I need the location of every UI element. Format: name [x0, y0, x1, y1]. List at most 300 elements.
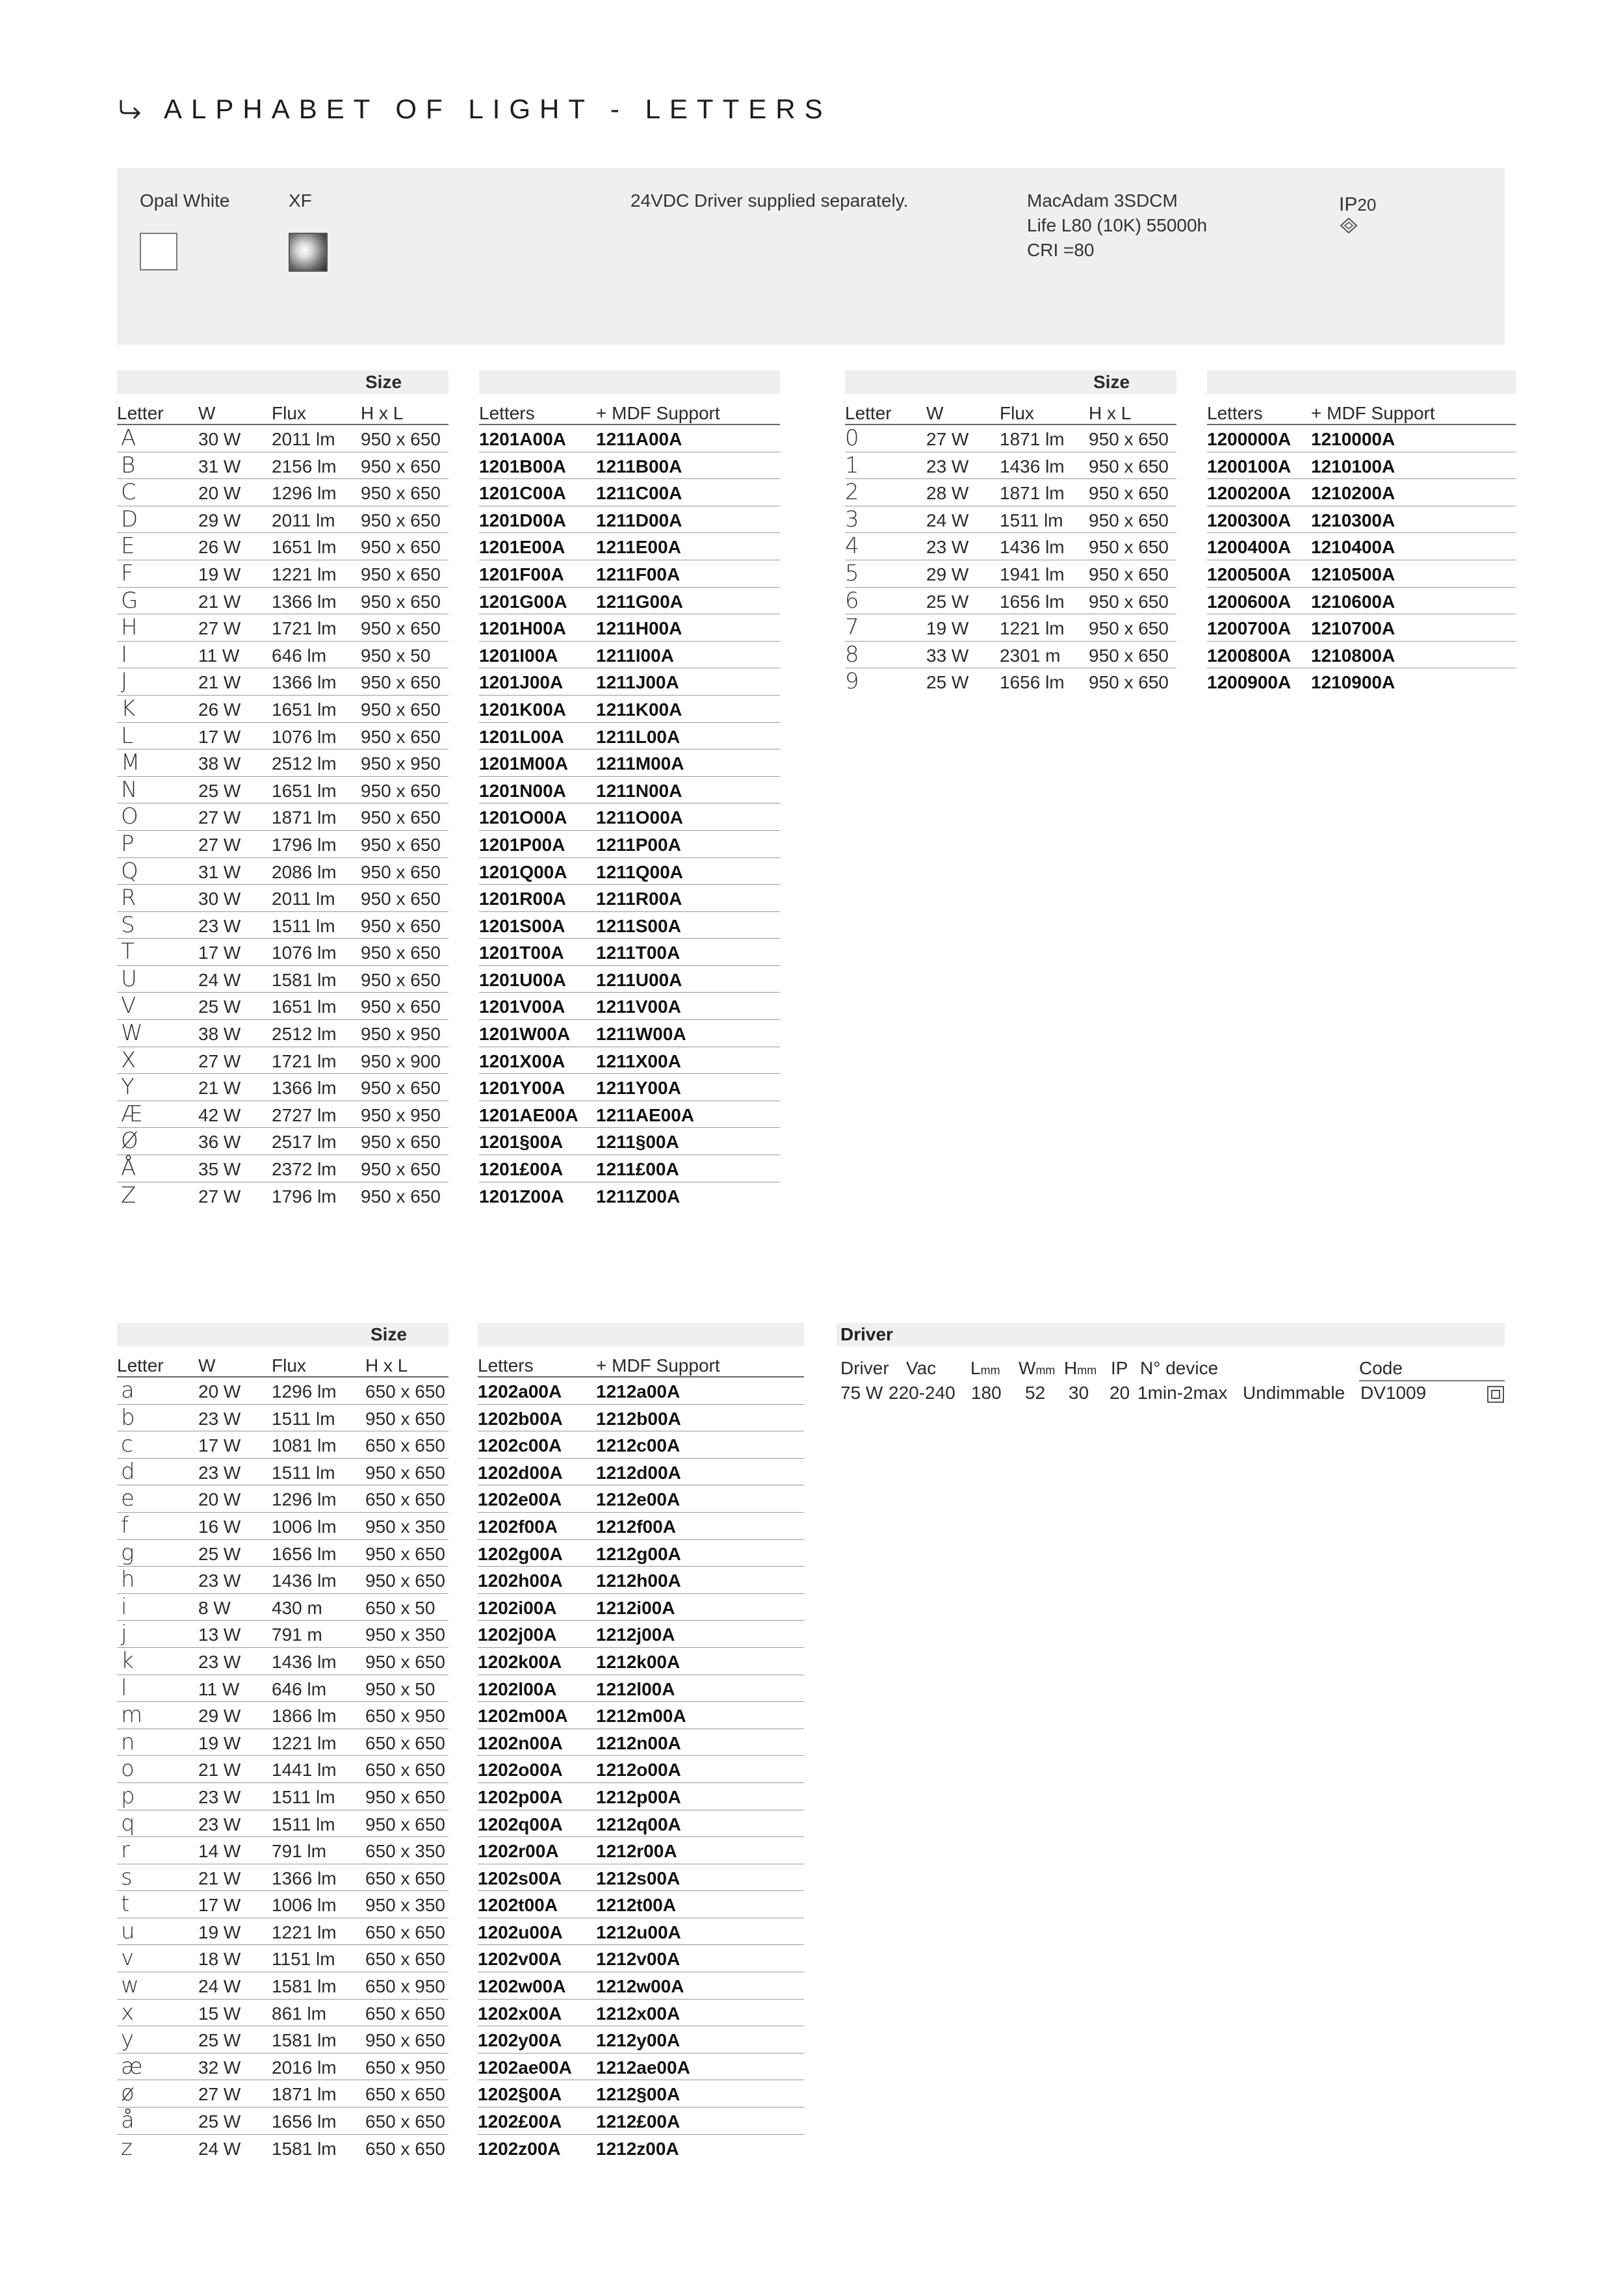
code-cell: 1200400A	[1207, 537, 1292, 558]
letter-glyph: I	[121, 641, 128, 668]
table-row	[845, 479, 1516, 506]
table-row	[117, 1594, 804, 1621]
watt-cell: 27 W	[198, 807, 241, 828]
size-col-header: H x L	[361, 403, 404, 423]
watt-cell: 38 W	[198, 1024, 241, 1045]
flux-cell: 1651 lm	[272, 780, 337, 801]
lowercase-table	[117, 1323, 804, 2161]
size-cell: 950 x 950	[361, 1104, 441, 1125]
letter-glyph: l	[121, 1675, 127, 1701]
size-cell: 650 x 950	[365, 1706, 445, 1727]
mdf-code-cell: 1212d00A	[596, 1462, 681, 1483]
flux-cell: 1656 lm	[272, 2111, 337, 2132]
table-row	[117, 1074, 780, 1101]
size-cell: 950 x 650	[361, 861, 441, 882]
flux-cell: 1511 lm	[272, 1462, 335, 1483]
flux-cell: 2301 m	[1000, 645, 1061, 666]
watt-cell: 35 W	[198, 1159, 241, 1180]
watt-cell: 17 W	[198, 1435, 241, 1456]
watt-cell: 32 W	[198, 2057, 241, 2078]
watt-cell: 23 W	[198, 915, 241, 936]
letters-col-header: Letters	[478, 1355, 534, 1376]
size-cell: 650 x 650	[365, 1922, 445, 1942]
table-row	[117, 1972, 804, 2000]
vac-col-header: Vac	[906, 1358, 937, 1378]
flux-cell: 1721 lm	[272, 618, 337, 639]
flux-col-header: Flux	[272, 1355, 306, 1376]
table-row	[117, 1020, 780, 1047]
mdf-code-cell: 1211R00A	[596, 889, 682, 909]
code-cell: 1202k00A	[478, 1651, 562, 1672]
mdf-code-cell: 1210000A	[1311, 429, 1396, 449]
code-cell: 1202t00A	[478, 1895, 558, 1916]
watt-cell: 31 W	[198, 456, 241, 476]
size-cell: 950 x 650	[365, 1814, 445, 1834]
flux-cell: 2011 lm	[272, 429, 335, 449]
watt-cell: 19 W	[198, 1922, 241, 1942]
size-cell: 950 x 950	[361, 753, 441, 774]
mdf-code-cell: 1212x00A	[596, 2003, 681, 2024]
watt-cell: 24 W	[926, 510, 969, 530]
code-cell: 1201H00A	[479, 618, 566, 639]
table-row	[117, 1891, 804, 1918]
numbers-table	[845, 371, 1516, 696]
table-row	[117, 1729, 804, 1756]
code-bar	[478, 1323, 804, 1346]
flux-cell: 861 lm	[272, 2003, 327, 2024]
watt-cell: 20 W	[198, 1381, 241, 1402]
size-cell: 950 x 650	[361, 429, 441, 449]
watt-cell: 15 W	[198, 2003, 241, 2024]
mdf-code-cell: 1211O00A	[596, 807, 683, 828]
watt-cell: 25 W	[926, 591, 969, 612]
table-row	[117, 1864, 804, 1892]
letter-glyph: q	[121, 1810, 135, 1836]
mdf-code-cell: 1211§00A	[596, 1132, 679, 1153]
letter-glyph: W	[121, 1020, 143, 1047]
code-cell: 1202y00A	[478, 2030, 562, 2051]
watt-cell: 20 W	[198, 1489, 241, 1510]
watt-cell: 17 W	[198, 726, 241, 747]
watt-cell: 25 W	[926, 672, 969, 693]
letter-glyph: 8	[845, 641, 859, 668]
table-row	[117, 885, 780, 912]
size-cell: 650 x 650	[365, 2138, 445, 2159]
size-cell: 950 x 650	[1089, 429, 1169, 449]
size-cell: 950 x 350	[365, 1516, 445, 1537]
spec-panel	[117, 168, 1505, 345]
watt-cell: 27 W	[198, 834, 241, 855]
size-cell: 650 x 650	[365, 1435, 445, 1456]
mdf-code-cell: 1211£00A	[596, 1159, 679, 1180]
table-row	[117, 1459, 804, 1486]
letter-col-header: Letter	[117, 1355, 164, 1376]
watt-cell: 23 W	[198, 1814, 241, 1834]
mdf-code-cell: 1211J00A	[596, 672, 679, 693]
mdf-code-cell: 1210100A	[1311, 456, 1396, 476]
size-label: Size	[1093, 372, 1130, 392]
mdf-code-cell: 1212e00A	[596, 1489, 681, 1510]
code-cell: 1202n00A	[478, 1732, 563, 1753]
driver-table-header	[837, 1346, 1505, 1380]
letter-glyph: A	[121, 425, 136, 451]
watt-cell: 23 W	[198, 1571, 241, 1591]
flux-cell: 1366 lm	[272, 591, 337, 612]
flux-cell: 2011 lm	[272, 510, 335, 530]
watt-cell: 36 W	[198, 1132, 241, 1153]
size-cell: 950 x 650	[361, 672, 441, 693]
mdf-code-cell: 1211B00A	[596, 456, 682, 476]
flux-cell: 1511 lm	[272, 1408, 335, 1429]
watt-cell: 11 W	[198, 645, 240, 666]
flux-cell: 791 lm	[272, 1841, 327, 1862]
arrow-return-icon	[116, 98, 144, 121]
code-cell: 1201A00A	[479, 429, 566, 449]
table-row	[845, 588, 1516, 615]
mdf-code-cell: 1212l00A	[596, 1678, 675, 1699]
code-cell: 1201Q00A	[479, 861, 567, 882]
code-cell: 1202a00A	[478, 1381, 562, 1402]
watt-cell: 13 W	[198, 1624, 241, 1645]
mdf-code-cell: 1211W00A	[596, 1024, 686, 1045]
letter-glyph: E	[121, 533, 135, 560]
letter-glyph: F	[121, 560, 134, 586]
watt-cell: 20 W	[198, 483, 241, 504]
code-col-header: Code	[1359, 1358, 1403, 1378]
letter-glyph: T	[121, 939, 135, 965]
table-row	[845, 560, 1516, 588]
flux-cell: 1871 lm	[1000, 483, 1065, 504]
code-cell: 1202g00A	[478, 1543, 563, 1564]
flux-cell: 2086 lm	[272, 861, 337, 882]
watt-cell: 27 W	[198, 2084, 241, 2105]
code-cell: 1201K00A	[479, 699, 566, 720]
size-cell: 950 x 650	[365, 2030, 445, 2051]
size-cell: 950 x 650	[365, 1571, 445, 1591]
letter-glyph: v	[121, 1945, 135, 1972]
table-row	[845, 452, 1516, 480]
mdf-code-cell: 1211AE00A	[596, 1104, 695, 1125]
letter-glyph: 7	[845, 614, 859, 641]
size-cell: 650 x 50	[365, 1597, 435, 1618]
code-cell: 1201O00A	[479, 807, 567, 828]
code-cell: 1202ae00A	[478, 2057, 572, 2078]
page-title	[116, 90, 832, 129]
table-row	[117, 2135, 804, 2162]
table-row	[117, 642, 780, 669]
life-spec: Life L80 (10K) 55000h	[1027, 215, 1208, 235]
table-row	[117, 993, 780, 1020]
size-cell: 950 x 650	[365, 1408, 445, 1429]
size-cell: 950 x 650	[361, 510, 441, 530]
table-row	[117, 1945, 804, 1972]
flux-cell: 1436 lm	[1000, 456, 1065, 476]
code-cell: 1202§00A	[478, 2084, 562, 2105]
size-cell: 950 x 350	[365, 1624, 445, 1645]
finish-opal-white-label: Opal White	[140, 190, 230, 211]
letter-glyph: 9	[845, 668, 859, 695]
size-cell: 950 x 650	[361, 591, 441, 612]
size-cell: 950 x 650	[361, 1132, 441, 1153]
size-cell: 950 x 650	[1089, 510, 1169, 530]
flux-cell: 1581 lm	[272, 2030, 337, 2051]
code-cell: 1201P00A	[479, 834, 565, 855]
size-label: Size	[365, 372, 402, 392]
code-cell: 1202x00A	[478, 2003, 562, 2024]
letter-glyph: 5	[845, 560, 859, 586]
flux-cell: 430 m	[272, 1597, 322, 1618]
flux-cell: 1866 lm	[272, 1706, 337, 1727]
letter-glyph: K	[121, 695, 136, 722]
letter-glyph: y	[121, 2026, 135, 2053]
flux-cell: 1581 lm	[272, 2138, 337, 2159]
size-cell: 950 x 50	[365, 1678, 435, 1699]
size-cell: 950 x 650	[361, 537, 441, 558]
letter-glyph: U	[121, 965, 137, 992]
code-cell: 1201M00A	[479, 753, 568, 774]
code-cell: 1202p00A	[478, 1786, 563, 1807]
flux-cell: 1076 lm	[272, 943, 337, 963]
size-cell: 950 x 50	[361, 645, 431, 666]
flux-cell: 1441 lm	[272, 1760, 337, 1781]
watt-cell: 21 W	[198, 591, 241, 612]
flux-cell: 2016 lm	[272, 2057, 337, 2078]
letter-glyph: m	[121, 1702, 143, 1729]
size-bar	[117, 1323, 448, 1346]
flux-cell: 1796 lm	[272, 1186, 337, 1207]
code-cell: 1201J00A	[479, 672, 564, 693]
table-row	[117, 777, 780, 804]
code-cell: 1202v00A	[478, 1949, 562, 1970]
mdf-code-cell: 1211C00A	[596, 483, 682, 504]
flux-cell: 1151 lm	[272, 1949, 335, 1970]
flux-cell: 2156 lm	[272, 456, 337, 476]
watt-cell: 33 W	[926, 645, 969, 666]
driver-table	[837, 1346, 1505, 1406]
letter-glyph: b	[121, 1404, 135, 1431]
table-row	[117, 588, 780, 615]
letter-glyph: 6	[845, 587, 859, 614]
code-cell: 1201£00A	[479, 1159, 564, 1180]
size-cell: 650 x 950	[365, 2057, 445, 2078]
watt-cell: 27 W	[198, 618, 241, 639]
mdf-code-cell: 1211A00A	[596, 429, 682, 449]
size-cell: 950 x 650	[1089, 645, 1169, 666]
flux-cell: 2512 lm	[272, 753, 337, 774]
code-cell: 1201X00A	[479, 1050, 565, 1071]
flux-cell: 1581 lm	[272, 1976, 337, 1997]
watt-cell: 16 W	[198, 1516, 241, 1537]
driver-section-bar	[837, 1323, 1505, 1346]
letter-col-header: Letter	[845, 403, 892, 423]
mdf-code-cell: 1212j00A	[596, 1624, 675, 1645]
device-col-header: N° device	[1140, 1358, 1219, 1378]
letter-glyph: D	[121, 506, 138, 532]
size-cell: 950 x 650	[365, 1543, 445, 1564]
watt-cell: 28 W	[926, 483, 969, 504]
ip-col-header: IP	[1111, 1358, 1128, 1378]
code-cell: 1200700A	[1207, 618, 1292, 639]
watt-cell: 19 W	[198, 1732, 241, 1753]
table-row	[117, 668, 780, 696]
flux-col-header: Flux	[1000, 403, 1034, 423]
watt-cell: 38 W	[198, 753, 241, 774]
watt-cell: 27 W	[926, 429, 969, 449]
code-cell: 1201S00A	[479, 915, 565, 936]
size-cell: 950 x 650	[361, 1186, 441, 1207]
code-cell: 1200100A	[1207, 456, 1292, 476]
flux-cell: 1081 lm	[272, 1435, 337, 1456]
watt-cell: 21 W	[198, 1760, 241, 1781]
finish-xf-label: XF	[289, 190, 312, 211]
flux-cell: 1511 lm	[272, 915, 335, 936]
letter-glyph: Ø	[121, 1128, 138, 1155]
size-cell: 650 x 650	[365, 1489, 445, 1510]
mdf-code-cell: 1212w00A	[596, 1976, 684, 1997]
watt-cell: 19 W	[198, 564, 241, 584]
table-row	[117, 1101, 780, 1128]
table-row	[117, 831, 780, 858]
mdf-code-cell: 1211Y00A	[596, 1078, 681, 1099]
table-row	[845, 668, 1516, 696]
flux-cell: 1651 lm	[272, 537, 337, 558]
mdf-col-header: + MDF Support	[596, 403, 720, 423]
flux-cell: 646 lm	[272, 1678, 327, 1699]
mdf-code-cell: 1210600A	[1311, 591, 1396, 612]
size-cell: 650 x 650	[365, 2003, 445, 2024]
watt-cell: 23 W	[926, 456, 969, 476]
letter-glyph: 1	[845, 452, 859, 478]
driver-note: 24VDC Driver supplied separately.	[630, 190, 909, 211]
code-cell: 1201Z00A	[479, 1186, 564, 1207]
watt-cell: 24 W	[198, 1976, 241, 1997]
watt-cell: 23 W	[926, 537, 969, 558]
table-row	[117, 479, 780, 506]
letter-glyph: X	[121, 1047, 136, 1073]
size-cell: 950 x 900	[361, 1050, 441, 1071]
size-cell: 950 x 650	[361, 483, 441, 504]
watt-cell: 21 W	[198, 1868, 241, 1888]
size-cell: 950 x 350	[365, 1895, 445, 1916]
table-row	[117, 425, 780, 452]
flux-cell: 1296 lm	[272, 1489, 337, 1510]
table-row	[117, 1675, 804, 1702]
mdf-code-cell: 1212ae00A	[596, 2057, 690, 2078]
table-row	[117, 939, 780, 966]
size-cell: 950 x 650	[1089, 591, 1169, 612]
watt-cell: 42 W	[198, 1104, 241, 1125]
table-row	[845, 425, 1516, 452]
watt-cell: 24 W	[198, 969, 241, 990]
table-row	[117, 452, 780, 480]
letter-glyph: N	[121, 776, 138, 803]
size-cell: 950 x 650	[361, 834, 441, 855]
size-cell: 950 x 650	[1089, 537, 1169, 558]
size-col-header: H x L	[1089, 403, 1132, 423]
flux-cell: 1006 lm	[272, 1516, 337, 1537]
mdf-code-cell: 1211Z00A	[596, 1186, 681, 1207]
letter-glyph: M	[121, 750, 140, 776]
letter-glyph: S	[121, 911, 135, 938]
code-cell: 1200200A	[1207, 483, 1292, 504]
table-row	[117, 2107, 804, 2135]
code-cell: 1202b00A	[478, 1408, 563, 1429]
code-cell: 1201B00A	[479, 456, 566, 476]
table-header	[845, 394, 1516, 425]
size-cell: 950 x 650	[361, 699, 441, 720]
code-cell: 1202e00A	[478, 1489, 562, 1510]
flux-cell: 1871 lm	[272, 2084, 337, 2105]
table-row	[117, 1182, 780, 1210]
letter-glyph: Z	[121, 1182, 136, 1208]
code-cell: 1201F00A	[479, 564, 564, 584]
flux-cell: 1871 lm	[1000, 429, 1065, 449]
watt-col-header: W	[198, 1355, 216, 1376]
flux-cell: 1511 lm	[272, 1814, 335, 1834]
size-cell: 950 x 650	[361, 618, 441, 639]
table-row	[117, 506, 780, 534]
code-cell: 1201L00A	[479, 726, 564, 747]
letter-col-header: Letter	[117, 403, 164, 423]
mdf-code-cell: 1212c00A	[596, 1435, 681, 1456]
watt-cell: 27 W	[198, 1186, 241, 1207]
table-row	[117, 1567, 804, 1594]
watt-cell: 14 W	[198, 1841, 241, 1862]
driver-dimming: Undimmable	[1243, 1383, 1345, 1403]
watt-cell: 30 W	[198, 429, 241, 449]
letter-glyph: Å	[121, 1155, 136, 1182]
letters-col-header: Letters	[1207, 403, 1263, 423]
mdf-code-cell: 1212m00A	[596, 1706, 686, 1727]
flux-cell: 1296 lm	[272, 1381, 337, 1402]
flux-cell: 1511 lm	[272, 1786, 335, 1807]
size-cell: 950 x 650	[361, 1159, 441, 1180]
flux-cell: 2517 lm	[272, 1132, 337, 1153]
mdf-code-cell: 1212h00A	[596, 1571, 681, 1591]
mdf-code-cell: 1211Q00A	[596, 861, 683, 882]
driver-ip: 20	[1110, 1383, 1130, 1403]
mdf-code-cell: 1210400A	[1311, 537, 1396, 558]
size-cell: 950 x 650	[361, 969, 441, 990]
flux-cell: 1656 lm	[1000, 591, 1065, 612]
table-header	[117, 394, 780, 425]
mdf-code-cell: 1212o00A	[596, 1760, 681, 1781]
driver-device-count: 1min-2max	[1137, 1383, 1228, 1403]
mdf-code-cell: 1211T00A	[596, 943, 681, 963]
mdf-code-cell: 1211S00A	[596, 915, 681, 936]
letter-glyph: r	[121, 1837, 130, 1864]
flux-col-header: Flux	[272, 403, 306, 423]
watt-cell: 8 W	[198, 1597, 231, 1618]
code-bar	[1207, 371, 1516, 394]
size-cell: 650 x 650	[365, 2084, 445, 2105]
code-cell: 1202w00A	[478, 1976, 566, 1997]
table-row	[117, 1377, 804, 1405]
table-row	[117, 1128, 780, 1155]
size-cell: 950 x 650	[361, 889, 441, 909]
size-cell: 950 x 650	[1089, 483, 1169, 504]
watt-cell: 23 W	[198, 1651, 241, 1672]
table-row	[117, 1513, 804, 1540]
letter-glyph: H	[121, 614, 138, 641]
size-cell: 650 x 650	[365, 1868, 445, 1888]
flux-cell: 1221 lm	[272, 564, 337, 584]
code-cell: 1202h00A	[478, 1571, 563, 1591]
flux-cell: 1436 lm	[272, 1571, 337, 1591]
mdf-code-cell: 1210300A	[1311, 510, 1396, 530]
letter-glyph: C	[121, 479, 136, 506]
code-cell: 1200900A	[1207, 672, 1292, 693]
